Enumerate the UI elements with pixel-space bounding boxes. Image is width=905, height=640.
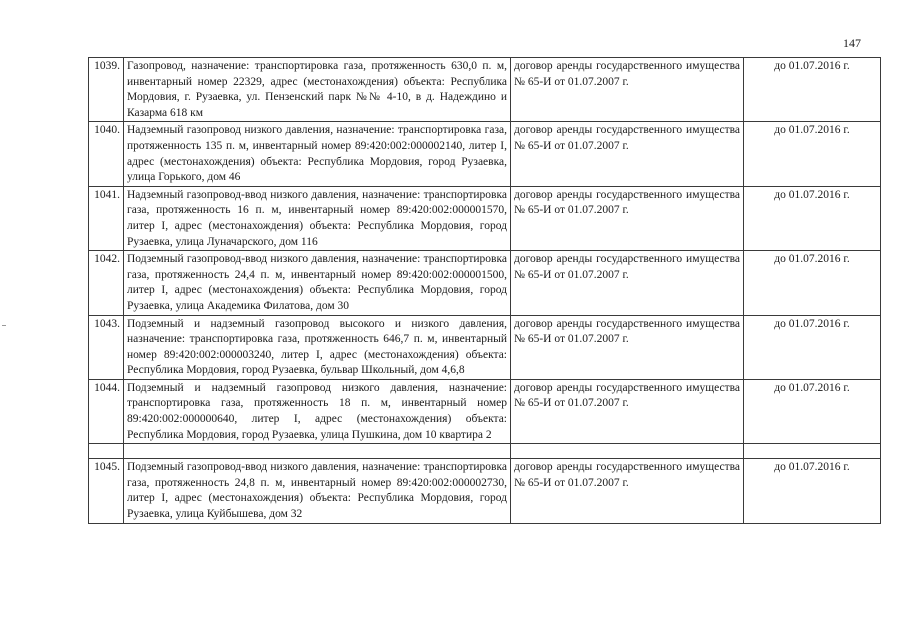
margin-mark bbox=[2, 325, 6, 326]
lease-term: до 01.07.2016 г. bbox=[744, 379, 881, 443]
lease-term: до 01.07.2016 г. bbox=[744, 186, 881, 250]
spacer-cell bbox=[511, 444, 744, 459]
table-row bbox=[89, 379, 881, 443]
spacer-cell bbox=[89, 444, 124, 459]
object-description: Подземный газопровод-ввод низкого давления, назначение: транспортировка газа, протяженность 24,8 п. м, инвентарный номер 89:420:002:000002730, литер I, адрес (местонахождения) объекта: Республика Мордовия, город Рузаевка, улица Куйбышева, дом 32 bbox=[124, 459, 511, 523]
lease-basis: договор аренды государственного имущества № 65-И от 01.07.2007 г. bbox=[511, 251, 744, 315]
lease-basis: договор аренды государственного имущества № 65-И от 01.07.2007 г. bbox=[511, 122, 744, 186]
lease-term: до 01.07.2016 г. bbox=[744, 251, 881, 315]
row-number: 1042. bbox=[89, 251, 124, 315]
spacer-cell bbox=[124, 444, 511, 459]
object-description: Газопровод, назначение: транспортировка газа, протяженность 630,0 п. м, инвентарный номер 22329, адрес (местонахождения) объекта: Республика Мордовия, г. Рузаевка, ул. Пензенский парк №№ 4-10, в д. Надеждино и Казарма 618 км bbox=[124, 58, 511, 122]
lease-term: до 01.07.2016 г. bbox=[744, 122, 881, 186]
row-number: 1039. bbox=[89, 58, 124, 122]
lease-term: до 01.07.2016 г. bbox=[744, 459, 881, 523]
table-row bbox=[89, 122, 881, 186]
object-description: Надземный газопровод-ввод низкого давления, назначение: транспортировка газа, протяженность 16 п. м, инвентарный номер 89:420:002:000001570, литер I, адрес (местонахождения) объекта: Республика Мордовия, город Рузаевка, улица Луначарского, дом 116 bbox=[124, 186, 511, 250]
spacer-cell bbox=[744, 444, 881, 459]
table-spacer-row bbox=[89, 444, 881, 459]
table-row bbox=[89, 58, 881, 122]
property-registry-table bbox=[88, 57, 881, 524]
lease-term: до 01.07.2016 г. bbox=[744, 315, 881, 379]
row-number: 1041. bbox=[89, 186, 124, 250]
lease-basis: договор аренды государственного имущества № 65-И от 01.07.2007 г. bbox=[511, 315, 744, 379]
lease-basis: договор аренды государственного имущества № 65-И от 01.07.2007 г. bbox=[511, 186, 744, 250]
row-number: 1040. bbox=[89, 122, 124, 186]
object-description: Подземный и надземный газопровод низкого давления, назначение: транспортировка газа, протяженность 18 п. м, инвентарный номер 89:420:002:000000640, литер I, адрес (местонахождения) объекта: Республика Мордовия, город Рузаевка, улица Пушкина, дом 10 квартира 2 bbox=[124, 379, 511, 443]
table-row bbox=[89, 459, 881, 523]
lease-basis: договор аренды государственного имущества № 65-И от 01.07.2007 г. bbox=[511, 459, 744, 523]
table-row bbox=[89, 251, 881, 315]
page-number: 147 bbox=[843, 36, 861, 50]
row-number: 1043. bbox=[89, 315, 124, 379]
object-description: Надземный газопровод низкого давления, назначение: транспортировка газа, протяженность 135 п. м, инвентарный номер 89:420:002:000002140, литер I, адрес (местонахождения) объекта: Республика Мордовия, город Рузаевка, улица Горького, дом 46 bbox=[124, 122, 511, 186]
lease-term: до 01.07.2016 г. bbox=[744, 58, 881, 122]
row-number: 1044. bbox=[89, 379, 124, 443]
lease-basis: договор аренды государственного имущества № 65-И от 01.07.2007 г. bbox=[511, 58, 744, 122]
object-description: Подземный газопровод-ввод низкого давления, назначение: транспортировка газа, протяженность 24,4 п. м, инвентарный номер 89:420:002:000001500, литер I, адрес (местонахождения) объекта: Республика Мордовия, город Рузаевка, улица Академика Филатова, дом 30 bbox=[124, 251, 511, 315]
table-row bbox=[89, 315, 881, 379]
lease-basis: договор аренды государственного имущества № 65-И от 01.07.2007 г. bbox=[511, 379, 744, 443]
table-row bbox=[89, 186, 881, 250]
row-number: 1045. bbox=[89, 459, 124, 523]
object-description: Подземный и надземный газопровод высокого и низкого давления, назначение: транспортировка газа, протяженность 646,7 п. м, инвентарный номер 89:420:002:000003240, литер I, адрес (местонахождения) объекта: Республика Мордовия, город Рузаевка, бульвар Школьный, дом 4,6,8 bbox=[124, 315, 511, 379]
